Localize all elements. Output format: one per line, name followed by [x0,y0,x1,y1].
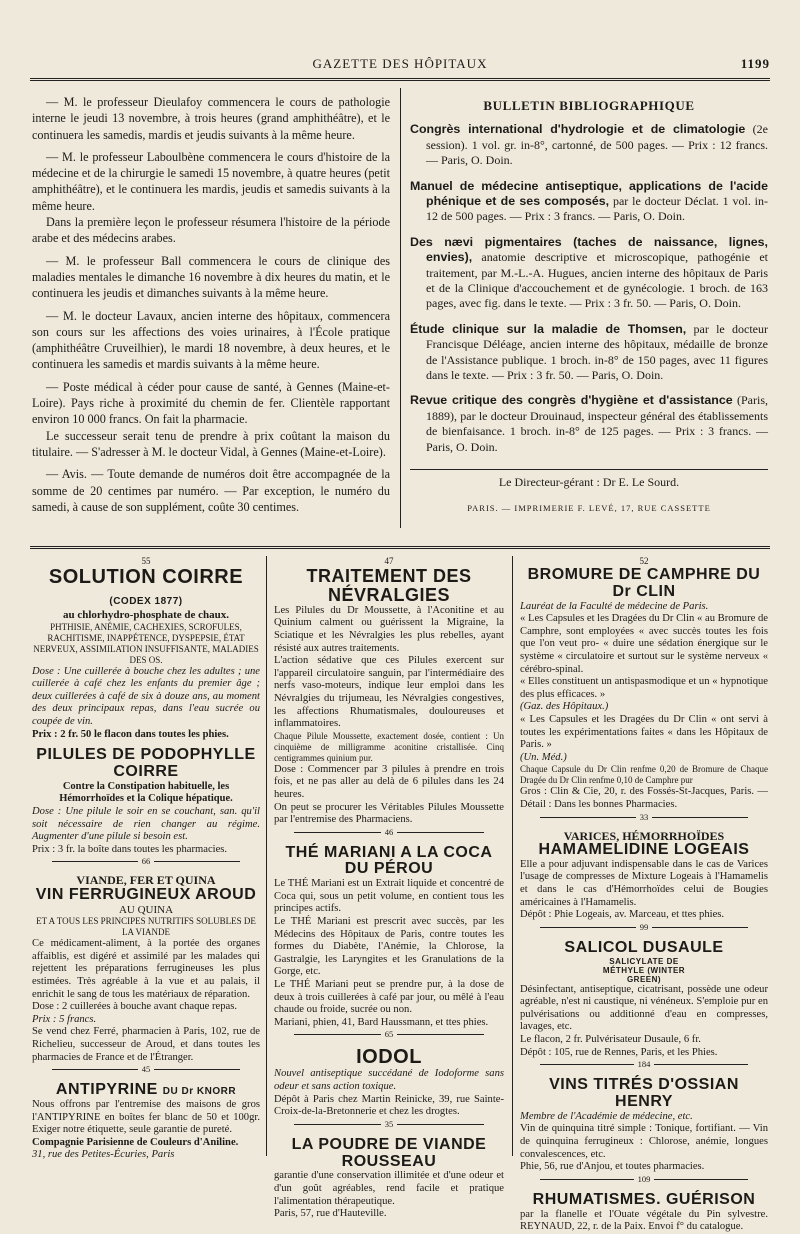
ad-bromure-gros: Gros : Clin & Cie, 20, r. des Fossés-St-Jacques, Paris. — Détail : Dans les bonnes Pharmacies. [520,786,768,810]
bib-entry-revue: Revue critique des congrès d'hygiène et d'assistance (Paris, 1889), par le docteur Drouinaud, inspecteur général des établissements de bienfaisance. 1 broch. in-8° de 125 pages. — Prix : 3 francs. — Paris, O. Doin. [410,393,768,454]
ad-bromure-source2: (Un. Méd.) [520,751,567,763]
page-header [30,52,770,74]
ad-iodol-sub: Nouvel antiseptique succédané de Iodoforme sans odeur et sans action toxique. [274,1068,504,1092]
ad-number: 33 [636,812,653,822]
news-successeur: Le successeur serait tenu de prendre à prix coûtant la maison du titulaire. — S'adresser à M. le docteur Vidal, à Gennes (Maine-et-Loire). [32,428,390,459]
ad-nevralgies-vente: On peut se procurer les Véritables Pilules Moussette par l'entremise des Pharmaciens. [274,801,504,826]
ad-solution-indications: PHTHISIE, ANÉMIE, CACHEXIES, SCROFULES, RACHITISME, INAPPÉTENCE, DYSPEPSIE, ÉTAT NERVEUX, ASSIMILATION INSUFFISANTE, MALADIES DES OS. [33,621,259,665]
ad-vin-sub: ET A TOUS LES PRINCIPES NUTRITIFS SOLUBLES DE LA VIANDE [36,916,256,938]
ad-nevralgies-composition: Chaque Pilule Moussette, exactement dosée, contient : Un cinquième de milligramme aconitine cristallisée. Cinq centigrammes quinium pur. [274,730,504,763]
ad-number: 66 [138,856,155,866]
ad-pilules-sub: Contre la Constipation habituelle, les Hémorrhoïdes et la Colique hépatique. [59,780,233,805]
bib-entry-thomsen: Étude clinique sur la maladie de Thomsen, par le docteur Francisque Déléage, ancien interne des hôpitaux, médaille de bronze de l'Assistance publique. 1 broch. in-8° de 150 pages, avec 11 figures dans le texte. — Prix : 3 fr. 50. — Paris, O. Doin. [410,321,768,382]
ads-column-2 [274,556,504,1221]
ads-divider-1 [266,556,267,1156]
ad-bromure-dose: Chaque Capsule du Dr Clin renfme 0,20 de Bromure de Chaque Dragée du Dr Clin renfme 0,10 de Camphre pur [520,764,768,786]
ads-top-rule [30,546,770,549]
news-laboulbene: — M. le professeur Laboulbène commencera le cours d'histoire de la médecine et de la chirurgie le samedi 15 novembre, à quatre heures (petit amphithéâtre), et le continuera les mardis, jeudis et samedis suivants à la même heure. [32,149,390,213]
ad-vins-membre: Membre de l'Académie de médecine, etc. [520,1110,693,1122]
ad-vin-vente: Se vend chez Ferré, pharmacien à Paris, 102, rue de Richelieu, successeur de Aroud, et dans toutes les pharmacies de France et de l'Étranger. [32,1026,260,1063]
ad-the-text3: Le THÉ Mariani peut se prendre pur, à la dose de deux à trois cuillerées à café par jour, ou mêlé à l'eau chaude ou froide, sucrée ou non. [274,979,504,1016]
ad-hamamelidine-title: HAMAMELIDINE LOGEAIS [538,841,750,859]
ad-solution-prix: Prix : 2 fr. 50 le flacon dans toutes les phies. [32,728,229,740]
ad-solution-coirre-title: SOLUTION COIRRE (CODEX 1877) [48,566,244,607]
ad-iodol-title: IODOL [356,1046,422,1069]
ad-solution-sub: au chlorhydro-phosphate de chaux. [62,609,230,621]
bib-entry-naevi: Des nævi pigmentaires (taches de naissance, lignes, envies), anatomie descriptive et microscopique, pathogénie et traitement, par M.-L.-A. Hugues, ancien interne des hôpitaux de Paris et de la Clinique d'accouchement et de gynécologie. 1 broch. de 163 pages, avec fig. dans le texte. — Prix : 3 fr. 50. — Paris, O. Doin. [410,234,768,311]
news-poste-medical: — Poste médical à céder pour cause de santé, à Gennes (Maine-et-Loire). Pays riche à proximité du chemin de fer. Clientèle rapportant environ 10 000 francs. On fait la pharmacie. [32,379,390,427]
ad-number: 109 [634,1174,655,1184]
ad-salicol-prix: Le flacon, 2 fr. Pulvérisateur Dusaule, 6 fr. [520,1034,701,1046]
ad-antipyrine-address: 31, rue des Petites-Écuries, Paris [32,1149,175,1161]
ad-vins-text: Vin de quinquina titré simple : Tonique, fortifiant. — Vin de quinquina ferrugineux : Chlorose, anémie, longues convalescences, etc. [520,1123,768,1160]
ad-number: 184 [634,1059,655,1069]
ad-bromure-laureat: Lauréat de la Faculté de médecine de Paris. [520,600,709,612]
ad-vin-au-quina: AU QUINA [118,903,174,916]
ad-number: 45 [138,1064,155,1074]
news-ball: — M. le professeur Ball commencera le cours de clinique des maladies mentales le dimanche 16 novembre à dix heures du matin, et le continuera les jeudis et dimanches suivants à la même heure. [32,253,390,301]
ad-vin-text: Ce médicament-aliment, à la portée des organes affaiblis, est digéré et assimilé par les malades qui rejettent les préparations ferrugineuses les plus estimées. Très agréable à la vue et au palais, il enrichit le sang de tous les matériaux de réparation. [32,938,260,1000]
ad-pilules-dose: Dose : Une pilule le soir en se couchant, san. qu'il soit nécessaire de rien changer au régime. Augmenter d'une pilule si besoin est. [32,805,260,843]
ads-divider-2 [512,556,513,1156]
ad-poudre-address: Paris, 57, rue d'Hauteville. [274,1208,387,1220]
ad-number: 35 [381,1119,398,1129]
ad-bromure-title: BROMURE DE CAMPHRE DU Dr CLIN [527,566,761,600]
ad-number: 46 [381,827,398,837]
ad-the-text: Le THÉ Mariani est un Extrait liquide et concentré de Coca qui, sous un petit volume, en contient tous les principes actifs. [274,878,504,915]
ads-column-1 [32,556,260,1162]
ad-hamamelidine-text: Elle a pour adjuvant indispensable dans le cas de Varices l'usage de compresses de Mixture Logeais à l'Hamamelis et dans le cas d'Hémorrhoïdes celui de Bougies américaines à l'Hamamelis. [520,858,768,908]
ad-salicol-tag: SALICYLATE DE MÉTHYLE (WINTER GREEN) [602,956,686,984]
journal-title: GAZETTE DES HÔPITAUX [312,56,488,71]
ad-salicol-text: Désinfectant, antiseptique, cicatrisant, possède une odeur agréable, n'est ni caustique, ni vénéneux. S'emploie pur en pulvérisations ou additionné d'eau en compresses, lavages, etc. [520,983,768,1033]
column-divider [400,88,401,528]
header-rule [30,78,770,81]
imprimerie: PARIS. — IMPRIMERIE F. LEVÉ, 17, RUE CASSETTE [467,503,711,514]
ad-vin-dose: Dose : 2 cuillerées à bouche avant chaque repas. [32,1001,238,1013]
ad-antipyrine-title: ANTIPYRINE DU Dr KNORR [55,1081,237,1099]
ad-vins-address: Phie, 56, rue d'Anjou, et toutes pharmacies. [520,1161,705,1173]
ad-rhumatismes-text: par la flanelle et l'Ouate végétale du Pin sylvestre. REYNAUD, 22, r. de la Paix. Envoi f° du catalogue. [520,1208,768,1233]
bulletin-column [410,98,768,517]
ad-vin-aroud-title: VIN FERRUGINEUX AROUD [35,885,257,903]
ad-the-address: Mariani, phien, 41, Bard Haussmann, et ttes phies. [274,1016,489,1028]
ad-pilules-prix: Prix : 3 fr. la boîte dans toutes les pharmacies. [32,843,228,855]
ad-antipyrine-text: Nous offrons par l'entremise des maisons de gros l'ANTIPYRINE en boîtes fer blanc de 50 et 100gr. Exiger notre étiquette, seule garantie de pureté. [32,1099,260,1136]
ad-nevralgies-dose: Dose : Commencer par 3 pilules à prendre en trois fois, et ne pas aller au delà de 6 pilules dans les 24 heures. [274,763,504,800]
ad-rhumatismes-title: RHUMATISMES. GUÉRISON [532,1190,756,1208]
ad-number: 47 [384,556,394,566]
ad-number: 65 [381,1029,398,1039]
news-laboulbene-lecon: Dans la première leçon le professeur résumera l'histoire de la période arabe et des médecins arabes. [32,215,390,246]
ad-bromure-source1: (Gaz. des Hôpitaux.) [520,701,609,713]
news-dieulafoy: — M. le professeur Dieulafoy commencera le cours de pathologie interne le jeudi 13 novembre, à trois heures (grand amphithéâtre), et le continuera les samedis, mardis et jeudis suivants à la même heure. [32,95,390,142]
ad-poudre-title: LA POUDRE DE VIANDE ROUSSEAU [291,1135,487,1170]
ad-bromure-quote2: « Elles constituent un antispasmodique et un « hypnotique des plus efficaces. » [520,676,768,700]
ad-vin-prix: Prix : 5 francs. [32,1013,97,1025]
ad-number: 52 [639,556,649,566]
ad-varices-head: VARICES, HÉMORRHOÏDES [563,828,725,843]
ad-nevralgies-title: TRAITEMENT DES NÉVRALGIES [306,566,472,605]
ad-solution-dose: Dose : Une cuillerée à bouche chez les adultes ; une cuillerée à café chez les enfants du premier âge ; deux cuillerées à café de six à douze ans, au moment des deux principaux repas, dans l'eau sucrée ou coupée de vin. [32,665,260,727]
ad-antipyrine-company: Compagnie Parisienne de Couleurs d'Aniline. [32,1136,239,1148]
ad-bromure-quote1: « Les Capsules et les Dragées du Dr Clin « au Bromure de Camphre, sont employées « avec succès toutes les fois que l'on veut pro- « duire une sédation énergique sur le système « circulatoire et surtout sur le système nerveux « cérébro-spinal. [520,613,768,675]
directeur-gerant: Le Directeur-gérant : Dr E. Le Sourd. [410,469,768,490]
ad-salicol-depot: Dépôt : 105, rue de Rennes, Paris, et les Phies. [520,1046,718,1058]
ads-column-3 [520,556,768,1234]
page-number: 1199 [740,56,770,71]
ad-number: 99 [636,922,653,932]
ad-nevralgies-text2: L'action sédative que ces Pilules exercent sur l'appareil circulatoire sanguin, par l'intermédiaire des nerfs vaso-moteurs, indique leur emploi dans les Névralgies du trijumeau, les Névralgies congestives, les affections Rhumatismales, douloureuses et inflammatoires. [274,655,504,730]
ad-the-mariani-title: THÉ MARIANI A LA COCA DU PÉROU [285,843,493,878]
ad-number: 55 [141,556,151,566]
bib-entry-manuel: Manuel de médecine antiseptique, applications de l'acide phénique et de ses composés, par le docteur Déclat. 1 vol. in-12 de 500 pages. — Prix : 3 francs. — Paris, O. Doin. [410,178,769,224]
ad-nevralgies-text: Les Pilules du Dr Moussette, à l'Aconitine et au Quinium calment ou guérissent la Migraine, la Sciatique et les Névralgies les plus rebelles, ayant résisté aux autres traitements. [274,604,504,654]
bulletin-title: BULLETIN BIBLIOGRAPHIQUE [483,98,695,113]
news-column [32,94,390,515]
news-lavaux: — M. le docteur Lavaux, ancien interne des hôpitaux, commencera son cours sur les affections des voies urinaires, à l'École pratique (amphithéâtre Cruveilhier), le mardi 18 novembre, à deux heures, et le continuera les samedis et mardis suivants à la même heure. [32,308,390,372]
ad-bromure-quote3: « Les Capsules et les Dragées du Dr Clin « ont servi à toutes les expérimentations faites « dans les Hôpitaux de Paris. » [520,713,768,751]
ad-the-text2: Le THÉ Mariani est prescrit avec succès, par les Médecins des Hôpitaux de Paris, contre toutes les formes du Diabète, l'Anémie, la Chlorose, la Gastralgie, les Laryngites et les Granulations de la Gorge, etc. [274,916,504,978]
ad-hamamelidine-depot: Dépôt : Phie Logeais, av. Marceau, et ttes phies. [520,909,725,921]
bib-entry-congres: Congrès international d'hydrologie et de climatologie (2e session). 1 vol. gr. in-8°, cartonné, de 500 pages. — Prix : 12 francs. — Paris, O. Doin. [410,122,768,168]
news-avis: — Avis. — Toute demande de numéros doit être accompagnée de la somme de 20 centimes par numéro. — Par exception, le numéro du samedi, à cause de son supplément, coûte 30 centimes. [32,467,390,514]
ad-iodol-depot: Dépôt à Paris chez Martin Reinicke, 39, rue Sainte-Croix-de-la-Bretonnerie et chez les drogtes. [274,1093,504,1118]
ad-pilules-title: PILULES DE PODOPHYLLE COIRRE [36,746,256,780]
ad-salicol-title: SALICOL DUSAULE SALICYLATE DE MÉTHYLE (WINTER GREEN) [564,938,724,984]
ad-vins-titres-title: VINS TITRÉS D'OSSIAN HENRY [549,1076,739,1111]
ad-poudre-text: garantie d'une conservation illimitée et d'une odeur et d'un goût agréables, rend facile et pratique l'alimentation thérapeutique. [274,1170,504,1207]
ad-viande-head: VIANDE, FER ET QUINA [76,873,216,888]
